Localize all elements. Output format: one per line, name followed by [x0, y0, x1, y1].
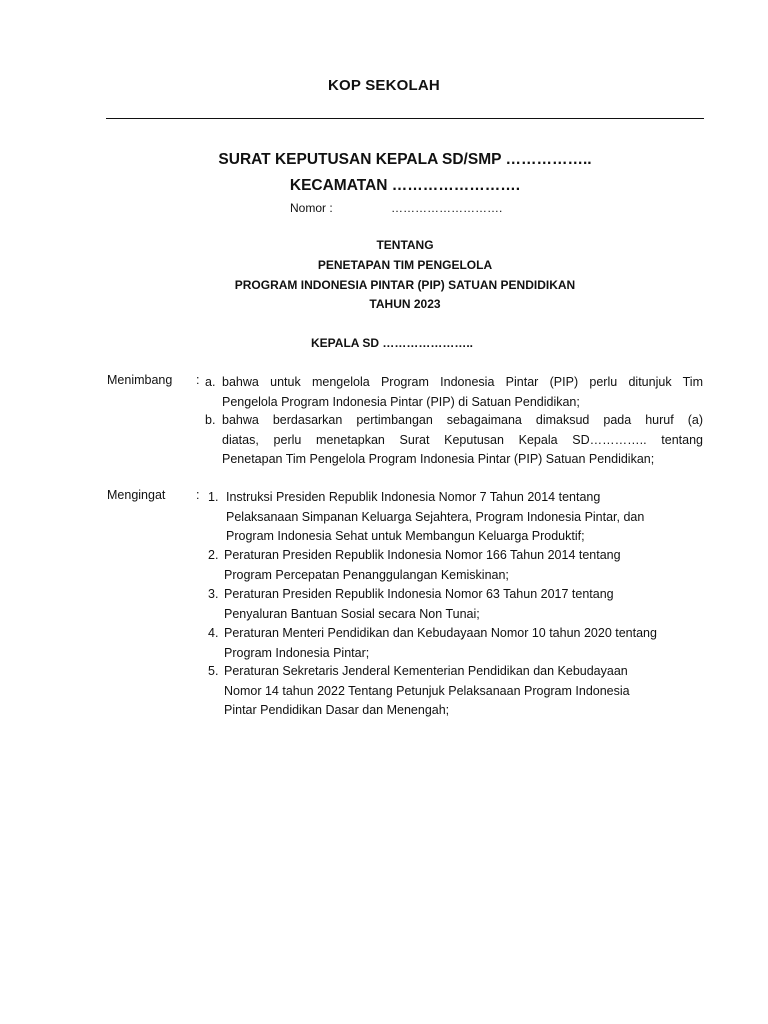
item-line: Peraturan Presiden Republik Indonesia Nomor 166 Tahun 2014 tentang — [224, 548, 621, 562]
decree-title-line2: KECAMATAN ……………………. — [289, 177, 521, 194]
menimbang-colon: : — [196, 373, 200, 387]
item-line: Program Indonesia Sehat untuk Membangun Keluarga Produktif; — [226, 529, 585, 543]
decree-title-line1: SURAT KEPUTUSAN KEPALA SD/SMP …………….. — [218, 151, 592, 168]
item-line: Program Indonesia Pintar; — [224, 645, 370, 660]
mengingat-item-5 — [208, 662, 703, 722]
item-marker: b. — [205, 413, 216, 427]
letterhead-divider — [106, 118, 704, 119]
item-line: Peraturan Presiden Republik Indonesia Nomor 63 Tahun 2017 tentang — [224, 587, 614, 601]
item-marker: 1. — [208, 490, 219, 504]
mengingat-colon: : — [196, 488, 200, 502]
item-line: bahwa untuk mengelola Program Indonesia Pintar (PIP) perlu ditunjuk Tim — [222, 375, 703, 389]
mengingat-item-1 — [208, 488, 703, 548]
tentang-heading: TENTANG — [376, 238, 434, 252]
item-line: Program Percepatan Penanggulangan Kemiskinan; — [224, 567, 509, 582]
item-marker: 2. — [208, 548, 219, 562]
subject-line2: PROGRAM INDONESIA PINTAR (PIP) SATUAN PENDIDIKAN — [234, 278, 576, 292]
nomor-value: ………………………. — [391, 201, 503, 215]
mengingat-label: Mengingat — [107, 488, 166, 502]
item-line: Peraturan Menteri Pendidikan dan Kebudayaan Nomor 10 tahun 2020 tentang — [224, 626, 657, 640]
item-marker: 3. — [208, 587, 219, 601]
item-line: bahwa berdasarkan pertimbangan sebagaimana dimaksud pada huruf (a) — [222, 413, 703, 427]
mengingat-item-4 — [208, 624, 703, 664]
subject-line1: PENETAPAN TIM PENGELOLA — [317, 258, 493, 272]
item-line: Instruksi Presiden Republik Indonesia Nomor 7 Tahun 2014 tentang — [226, 490, 601, 504]
item-marker: 5. — [208, 664, 219, 678]
item-line: diatas, perlu menetapkan Surat Keputusan Kepala SD………….. tentang — [222, 432, 703, 447]
item-line: Pintar Pendidikan Dasar dan Menengah; — [224, 703, 450, 717]
item-line: Penetapan Tim Pengelola Program Indonesia Pintar (PIP) Satuan Pendidikan; — [222, 452, 655, 466]
mengingat-item-3 — [208, 585, 703, 625]
nomor-label: Nomor : — [290, 201, 333, 215]
item-line: Nomor 14 tahun 2022 Tentang Petunjuk Pelaksanaan Program Indonesia — [224, 683, 630, 698]
item-marker: a. — [205, 375, 216, 389]
school-letterhead: KOP SEKOLAH — [328, 77, 440, 94]
item-line: Penyaluran Bantuan Sosial secara Non Tunai; — [224, 606, 480, 621]
kepala-heading: KEPALA SD ………………….. — [311, 336, 474, 350]
menimbang-label: Menimbang — [107, 373, 173, 387]
mengingat-item-2 — [208, 546, 703, 586]
menimbang-item-b — [205, 411, 703, 471]
item-line: Pengelola Program Indonesia Pintar (PIP) di Satuan Pendidikan; — [222, 394, 580, 409]
item-line: Pelaksanaan Simpanan Keluarga Sejahtera, Program Indonesia Pintar, dan — [226, 509, 645, 524]
menimbang-item-a — [205, 373, 703, 413]
item-line: Peraturan Sekretaris Jenderal Kementerian Pendidikan dan Kebudayaan — [224, 664, 628, 678]
item-marker: 4. — [208, 626, 219, 640]
subject-year: TAHUN 2023 — [369, 297, 441, 311]
